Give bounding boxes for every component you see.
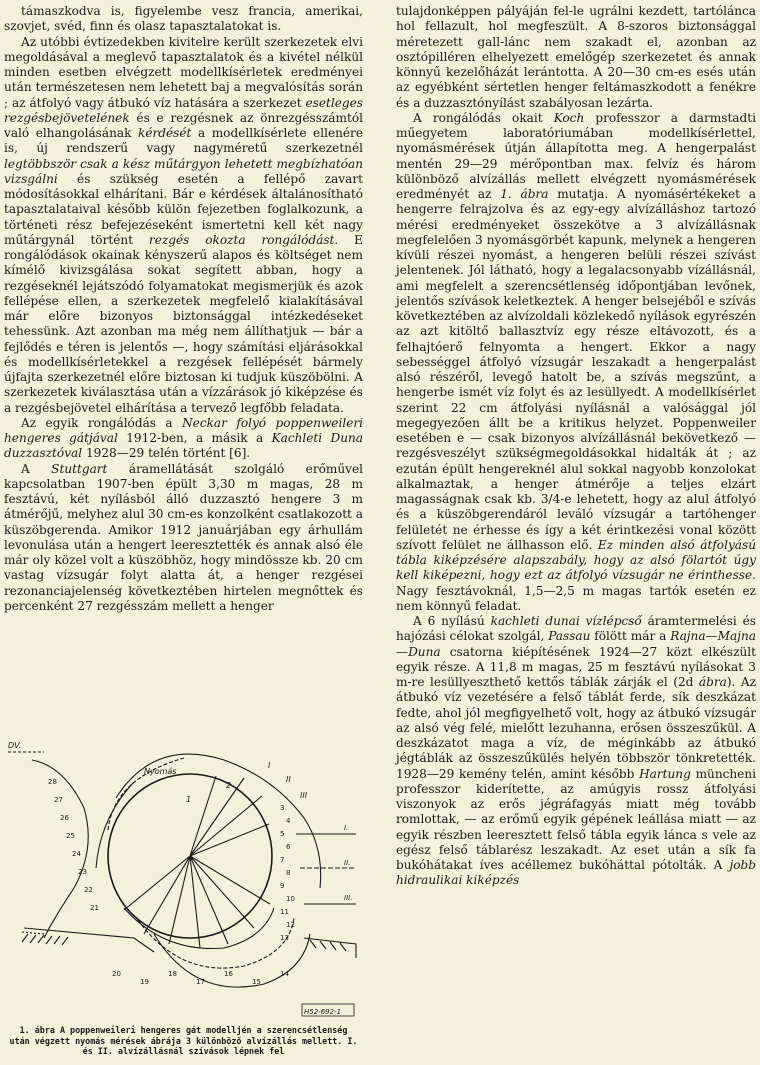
italic-text: Neckar folyó poppenweileri hengeres gátjával bbox=[4, 415, 364, 445]
figure-caption: 1. ábra A poppenweileri hengeres gát modelljén a szerencsétlenség után végzett nyomás mérések ábrája 3 különböző alvízállás mellett. I. és II. alvízállásnál szívások lépnek fel bbox=[9, 1025, 358, 1056]
measuring-point-label: 25 bbox=[66, 832, 75, 840]
italic-text: Koch bbox=[553, 110, 585, 125]
measuring-point-label: III. bbox=[344, 894, 353, 902]
measuring-point-label: 20 bbox=[112, 970, 121, 978]
italic-text: rezgés okozta rongálódást. bbox=[148, 232, 339, 247]
italic-text: Kachleti Duna duzzasztóval bbox=[4, 431, 364, 461]
text-run: tulajdonképpen pályáján fel-le ugrálni kezdett, tartólánca hol fellazult, hol megfeszült. A 8-szoros biztonsággal méretezett gall-lánc nem szakadt el, azonban az osztópilléren elhelyezett emelőgép szerkezetet és annak könnyű kezelőházát lerántotta. A 20—30 cm-es esés után az egyébként sértetlen henger feltámaszkodott a fenékre és a duzzasztónyílást szabályosan lezárta. bbox=[396, 4, 756, 110]
italic-text: Ez minden alsó átfolyású tábla kiképzésére alapszabály, hogy az alsó fölartót úgy kell kiképezni, hogy ezt az átfolyó vízsugár ne érinthesse. bbox=[396, 537, 756, 583]
measuring-point-label: 18 bbox=[168, 970, 177, 978]
pressure-label: Nyomás bbox=[144, 767, 177, 776]
text-run: A 6 nyílású bbox=[413, 614, 491, 628]
italic-text: esetleges rezgésbejövetelének bbox=[4, 95, 363, 125]
text-run: Az egyik rongálódás a bbox=[21, 415, 183, 430]
measuring-point-label: 7 bbox=[280, 856, 285, 864]
measuring-point-label: 22 bbox=[84, 886, 93, 894]
text-run: Az utóbbi évtizedekben kivitelre került szerkezetek elvi megoldásával a meglevő tapasztalatok és a kivétel nélkül minden esetben elvégzett modellkísérletek eredményei után természetesen nem lehetett baj a megvalósítás során ; az átfolyó vagy átbukó víz hatására a szerkezet bbox=[4, 34, 363, 110]
curve-label: III bbox=[300, 791, 308, 800]
measuring-point-label: II. bbox=[344, 859, 351, 867]
measuring-point-label: 21 bbox=[90, 904, 99, 912]
italic-text: ábra bbox=[698, 675, 727, 689]
text-run: mutatja. A nyomásértékeket a hengerre felrajzolva és az egy-egy alvízálláshoz tartozó mérési eredményeket összekötve a 3 alvízállásnak megfelelően 3 nyomásgörbét kapunk, melynek a hengeren kívüli részei nyomást, a hengeren belüli részei szívást jelentenek. Jól látható, hogy a legalacsonyabb vízállásnál, ami megfelelt a szerencsétlenség időpontjában levőnek, jelentős szívások keletkeztek. A henger belsejéből e szívás következtében az alvízoldali közlekedő nyílások egyrészén az azt kitöltő ballasztvíz egy része eltávozott, és a felhajtóerő felnyomta a hengert. Ekkor a nagy sebességgel átfolyó vízsugár leszakadt a hengerpalást alsó részéről, levegő hatolt be, a szívás megszűnt, a hengerbe ismét víz folyt és az lesüllyedt. A modellkísérlet szerint 22 cm átfolyási nyílásnál a valósággal jól megegyezően állt be a kritikus helyzet. Poppenweiler esetében e — csak bizonyos alvízállásnál bekövetkező — rezgésveszélyt szükségmegoldásokkal hidalták át ; az ezután épült hengereknél alul sokkal nagyobb konzolokat alkalmaztak, a henger átmérője a teljes elzárt magasságnak csak kb. 3/4-e lehetett, hogy az alul átfolyó és a küszöbgerendáról leváló vízsugár a tartóhenger felületét ne érhesse és így a két érintkezési vonal között szívott felület ne állhasson elő. bbox=[396, 187, 756, 552]
text-run: A rongálódás okait bbox=[413, 110, 554, 125]
italic-text: Passau bbox=[548, 629, 591, 644]
text-run: áramellátását szolgáló erőművel kapcsolatban 1907-ben épült 3,30 m magas, 28 m fesztávú, két nyílásból álló duzzasztó hengere 3 m átmérőjű, melyhez alul 30 cm-es konzolként csatlakozott a küszöbgerenda. Amikor 1912 januárjában egy árhullám levonulása után a hengert leeresztették és annak alsó éle már oly közel volt a küszöbhöz, hogy mindössze kb. 20 cm vastag vízsugár folyt alatta át, a henger rezgései rezonanciajelenség következtében hirtelen megnőttek és percenként 27 rezgésszám mellett a henger bbox=[4, 461, 364, 613]
measuring-point-label: 8 bbox=[286, 869, 291, 877]
paragraph bbox=[4, 35, 363, 416]
measuring-point-label: I. bbox=[344, 824, 349, 832]
italic-text: Hartung bbox=[639, 766, 691, 781]
text-run: és e rezgésnek az önrezgésszámtól való elhangolásának bbox=[4, 110, 363, 140]
text-run: Nagy fesztávoknál, 1,5—2,5 m magas tartók esetén ez nem könnyű feladat. bbox=[396, 583, 756, 613]
measuring-point-label: 12 bbox=[286, 921, 295, 929]
figure-1 bbox=[4, 738, 363, 1057]
text-run: és szükség esetén a fellépő zavart módosításokkal elhárítani. Bár e kérdések általánosítható tapasztalataival később külön fejezetben foglalkozunk, a történeti rész befejezéseként ismertetni kell két nagy műtárgynál történt bbox=[4, 171, 363, 247]
curve-label: II bbox=[286, 775, 291, 784]
measuring-point-label: 27 bbox=[54, 796, 63, 804]
text-run: müncheni professzor kiderítette, az amúgyis rossz átfolyási viszonyok az erős jégráfagyás miatt még tovább romlottak, — az erőmű egyik gépének leállása miatt — az egyik részben leeresztett felső tábla egyik lánca s vele az egész felső táblarész leszakadt. Az eset után a sík fa bukóhátakat íves acéllemez bukóháttal pótolták. A bbox=[396, 766, 756, 872]
measuring-point-label: 15 bbox=[252, 978, 261, 986]
italic-text: Stuttgart bbox=[51, 461, 108, 476]
italic-text: legtöbbször csak a kész műtárgyon lehetett megbízhatóan vizsgálni bbox=[4, 156, 363, 186]
paragraph bbox=[4, 462, 363, 615]
measuring-point-label: 6 bbox=[286, 843, 291, 851]
text-run: 1912-ben, a másik a bbox=[117, 431, 272, 445]
curve-label: I bbox=[268, 761, 271, 770]
measuring-point-label: 26 bbox=[60, 814, 69, 822]
paragraph bbox=[396, 111, 756, 614]
italic-text: jobb hidraulikai kiképzés bbox=[396, 858, 756, 888]
text-run: E rongálódások okainak kényszerű alapos és költséget nem kímélő kivizsgálása sokat segített abban, hogy a rezgéseknél lejátszódó folyamatokat megismerjük és azok fellépése ellen, a szerkezetek megfelelő kialakításával már előre bizonyos biztonsággal intézkedéseket tehessünk. Azt azonban ma még nem állíthatjuk — bár a fejlődés e téren is jelentős —, hogy számítási eljárásokkal és modellkísérletekkel a rezgések fellépését bármely újfajta szerkezetnél előre biztosan ki tudjuk küszöbölni. A szerkezetek kiválasztása után a vízzárások jó kiképzése és a rezgésbejövetel elhárítása a tervező legfőbb feladata. bbox=[4, 232, 363, 415]
inner-number: 1 bbox=[186, 795, 192, 804]
text-run: a modellkísérlete ellenére is, új rendszerű vagy nagyméretű szerkezetnél bbox=[4, 126, 363, 156]
italic-text: 1. ábra bbox=[500, 187, 549, 201]
paragraph bbox=[396, 4, 756, 111]
text-run: professzor a darmstadti műegyetem laboratóriumában modellkísérlettel, nyomásmérések útján állapította meg. A hengerpalást mentén 29—29 mérőpontban max. felvíz és három különböző alvízállás mellett elvégzett nyomásmérések eredményét az bbox=[396, 110, 756, 201]
paragraph bbox=[4, 416, 363, 462]
text-run: A bbox=[21, 461, 52, 476]
inner-number: 2 bbox=[226, 781, 232, 790]
measuring-point-label: 19 bbox=[140, 978, 149, 986]
text-run: támaszkodva is, figyelembe vesz francia, amerikai, szovjet, svéd, finn és olasz tapasztalatokat is. bbox=[4, 4, 363, 34]
measuring-point-label: 4 bbox=[286, 817, 291, 825]
measuring-point-label: 10 bbox=[286, 895, 295, 903]
paragraph bbox=[4, 4, 363, 35]
text-run: áramtermelési és hajózási célokat szolgál, bbox=[396, 614, 756, 644]
measuring-point-label: 23 bbox=[78, 868, 87, 876]
measuring-point-label: 5 bbox=[280, 830, 285, 838]
pressure-diagram bbox=[4, 738, 363, 1024]
measuring-point-label: 9 bbox=[280, 882, 285, 890]
text-run: 1928—29 telén történt [6]. bbox=[82, 446, 251, 461]
italic-text: Rajna—Majna—Duna bbox=[396, 629, 756, 659]
measuring-point-label: 14 bbox=[280, 970, 289, 978]
measuring-point-label: 13 bbox=[280, 934, 289, 942]
measuring-point-label: 17 bbox=[196, 978, 205, 986]
right-column bbox=[396, 4, 756, 889]
measuring-point-label: 16 bbox=[224, 970, 233, 978]
text-run: ). Az átbukó víz vezetésére a felső táblát ferde, sík deszkázat fedte, ahol jól megfigyelhető volt, hogy az átbukó vízsugár az alsó vég felé, mielőtt lezuhanna, erősen összeszűkül. A deszkázatot maga a víz, de méginkább az átbukó jégtáblák az összeszűkülés helyén többször tönkretették. 1928—29 kemény telén, amint később bbox=[396, 675, 756, 781]
dv-label: DV. bbox=[8, 741, 22, 750]
text-run: csatorna kiépítésének 1924—27 közt elkészült egyik része. A 11,8 m magas, 25 m fesztávú nyílásokat 3 m-re lesüllyeszthető kettős táblák zárják el (2d bbox=[396, 644, 756, 689]
figure-reference: H52-692-1 bbox=[304, 1008, 342, 1016]
paragraph bbox=[396, 614, 756, 889]
measuring-point-label: 11 bbox=[280, 908, 289, 916]
left-column bbox=[4, 4, 363, 614]
measuring-point-label: 24 bbox=[72, 850, 81, 858]
text-run: fölött már a bbox=[590, 629, 671, 644]
italic-text: kachleti dunai vízlépcső bbox=[490, 614, 642, 628]
italic-text: kérdését bbox=[137, 126, 192, 140]
measuring-point-label: 3 bbox=[280, 804, 285, 812]
measuring-point-label: 28 bbox=[48, 778, 57, 786]
